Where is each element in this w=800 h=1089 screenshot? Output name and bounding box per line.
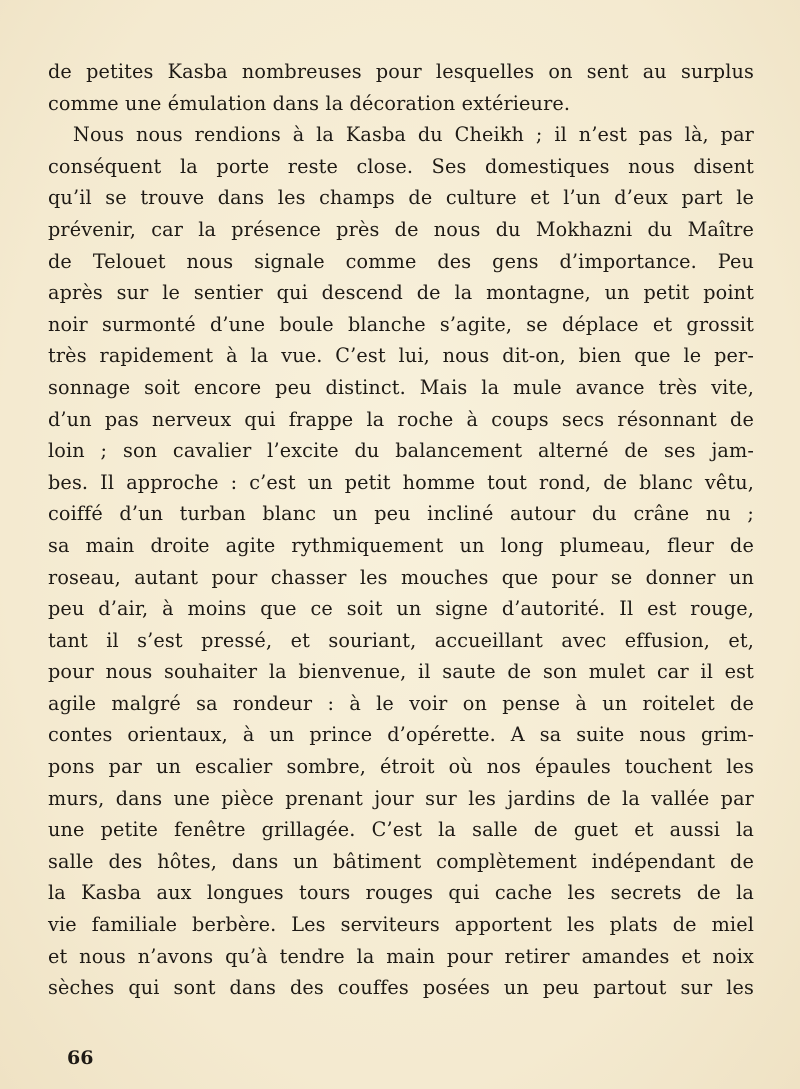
text-line: agile malgré sa rondeur : à le voir on pense à un roitelet de (48, 691, 754, 715)
text-line: après sur le sentier qui descend de la montagne, un petit point (48, 281, 754, 305)
text-line: tant il s’est pressé, et souriant, accueillant avec effusion, et, (48, 628, 754, 652)
text-line: une petite fenêtre grillagée. C’est la salle de guet et aussi la (48, 818, 754, 842)
text-line: très rapidement à la vue. C’est lui, nous dit-on, bien que le per- (48, 344, 754, 368)
text-line: coiffé d’un turban blanc un peu incliné autour du crâne nu ; (48, 502, 754, 526)
text-line: roseau, autant pour chasser les mouches que pour se donner un (48, 565, 754, 589)
text-line: murs, dans une pièce prenant jour sur les jardins de la vallée par (48, 786, 754, 810)
text-line: sonnage soit encore peu distinct. Mais la mule avance très vite, (48, 375, 754, 399)
text-line: de Telouet nous signale comme des gens d’importance. Peu (48, 249, 754, 273)
text-line: de petites Kasba nombreuses pour lesquelles on sent au surplus (48, 60, 754, 83)
text-line: pour nous souhaiter la bienvenue, il saute de son mulet car il est (48, 660, 754, 684)
text-line: salle des hôtes, dans un bâtiment complètement indépendant de (48, 849, 754, 873)
text-line: prévenir, car la présence près de nous du Mokhazni du Maître (48, 217, 754, 241)
text-line: la Kasba aux longues tours rouges qui cache les secrets de la (48, 881, 754, 905)
page-number: 66 (67, 1047, 94, 1069)
text-line: contes orientaux, à un prince d’opérette. A sa suite nous grim- (48, 723, 754, 747)
text-line: Nous nous rendions à la Kasba du Cheikh ; il n’est pas là, par (73, 123, 754, 147)
text-line: vie familiale berbère. Les serviteurs apportent les plats de miel (48, 913, 754, 937)
text-line: loin ; son cavalier l’excite du balancement alterné de ses jam- (48, 439, 754, 463)
text-line: et nous n’avons qu’à tendre la main pour retirer amandes et noix (48, 944, 754, 968)
text-line: qu’il se trouve dans les champs de culture et l’un d’eux part le (48, 186, 754, 210)
text-line: peu d’air, à moins que ce soit un signe d’autorité. Il est rouge, (48, 597, 754, 621)
text-line: bes. Il approche : c’est un petit homme tout rond, de blanc vêtu, (48, 470, 754, 494)
text-line: sèches qui sont dans des couffes posées un peu partout sur les (48, 976, 754, 1000)
text-line: d’un pas nerveux qui frappe la roche à coups secs résonnant de (48, 407, 754, 431)
text-line: pons par un escalier sombre, étroit où nos épaules touchent les (48, 755, 754, 779)
body-text (48, 56, 754, 1004)
text-line: sa main droite agite rythmiquement un long plumeau, fleur de (48, 533, 754, 557)
text-line: conséquent la porte reste close. Ses domestiques nous disent (48, 154, 754, 178)
text-line: noir surmonté d’une boule blanche s’agite, se déplace et grossit (48, 312, 754, 336)
text-line: comme une émulation dans la décoration extérieure. (48, 91, 571, 115)
